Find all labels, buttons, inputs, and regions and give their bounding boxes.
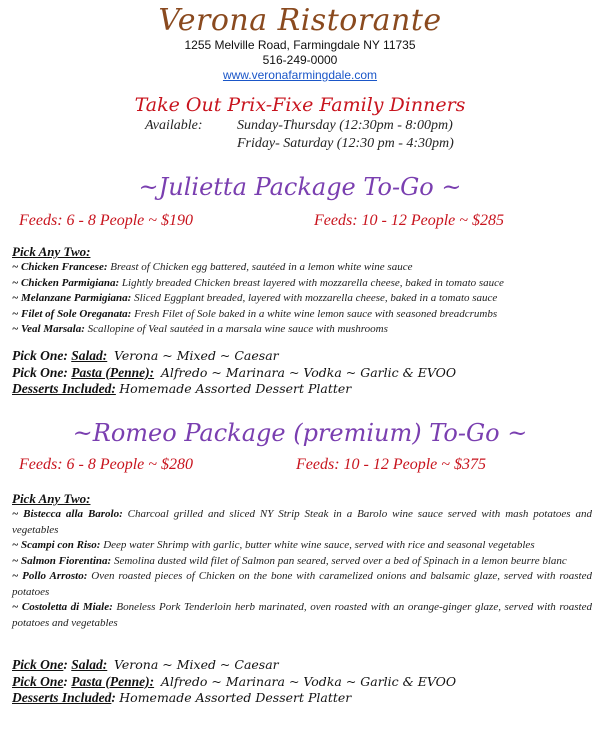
dish-name: ~ Pollo Arrosto: xyxy=(12,570,88,582)
pasta-label: Pasta (Penne): xyxy=(71,364,155,380)
phone-number: 516-249-0000 xyxy=(262,53,338,67)
salad-option xyxy=(12,348,592,365)
dish-item xyxy=(12,260,592,276)
julietta-pricing xyxy=(0,210,600,232)
pasta-option xyxy=(12,365,592,382)
dish-description: Scallopine of Veal sautéed in a marsala wine sauce with mushrooms xyxy=(84,323,388,335)
dish-name: ~ Bistecca alla Barolo: xyxy=(12,508,123,520)
pasta-choices: Alfredo ~ Marinara ~ Vodka ~ Garlic & EVOO xyxy=(160,364,457,380)
julietta-options xyxy=(0,348,600,398)
dish-name: ~ Chicken Parmigiana: xyxy=(12,276,120,289)
dish-item xyxy=(12,538,592,554)
salad-option: Pick One: Salad: Verona ~ Mixed ~ Caesar xyxy=(12,657,279,672)
dish-description: Oven roasted pieces of Chicken on the bone with caramelized onions and balsamic glaze, served with roasted potatoes xyxy=(12,570,592,598)
dish-description: Lightly breaded Chicken breast layered with mozzarella cheese, baked in tomato sauce xyxy=(119,276,504,289)
dish-name: ~ Salmon Fiorentina: xyxy=(12,554,112,567)
dish-description: Breast of Chicken egg battered, sautéed in a lemon white wine sauce xyxy=(107,261,413,273)
price-large-group: Feeds: 10 - 12 People ~ $375 xyxy=(296,456,486,473)
dish-description: Semolina dusted wild filet of Salmon pan seared, served over a bed of Spinach in a lemon beurre blanc xyxy=(111,554,567,567)
pick-one-label: Pick One: xyxy=(12,348,72,363)
julietta-package-title: ~Julietta Package To-Go ~ xyxy=(138,173,462,201)
restaurant-name: Verona Ristorante xyxy=(158,3,442,38)
dish-description: Charcoal grilled and sliced NY Strip Steak in a Barolo wine sauce served with mash potatoes and vegetables xyxy=(12,508,592,536)
dish-description: Sliced Eggplant breaded, layered with mozzarella cheese, baked in a tomato sauce xyxy=(131,292,498,304)
dish-name: ~ Scampi con Riso: xyxy=(12,539,101,551)
dish-name: ~ Veal Marsala: xyxy=(12,323,85,335)
dish-item xyxy=(12,291,592,307)
dish-item xyxy=(12,507,592,538)
romeo-options xyxy=(0,657,600,707)
pick-one-label: Pick One: xyxy=(12,364,72,380)
salad-label: Salad: xyxy=(71,657,108,672)
dish-item xyxy=(12,307,592,323)
romeo-package-title: ~Romeo Package (premium) To-Go ~ xyxy=(72,419,528,447)
website-link[interactable]: www.veronafarmingdale.com xyxy=(222,68,378,82)
available-label: Available: xyxy=(145,118,203,133)
romeo-dish-list xyxy=(0,491,600,631)
header xyxy=(0,0,600,83)
dish-name: ~ Filet of Sole Oreganata: xyxy=(12,307,132,320)
price-small-group: Feeds: 6 - 8 People ~ $190 xyxy=(19,212,193,229)
dessert-option: Desserts Included: Homemade Assorted Dessert Platter xyxy=(12,690,352,705)
dessert-label: Desserts Included: xyxy=(12,381,116,396)
dessert-value: Homemade Assorted Dessert Platter xyxy=(119,690,352,705)
salad-choices: Verona ~ Mixed ~ Caesar xyxy=(114,657,279,672)
pick-any-two-heading: Pick Any Two: xyxy=(12,491,91,506)
romeo-pricing xyxy=(0,454,600,476)
dish-description: Fresh Filet of Sole baked in a white wine lemon sauce with seasoned breadcrumbs xyxy=(131,307,498,320)
promo-title: Take Out Prix-Fixe Family Dinners xyxy=(134,94,466,116)
dish-item xyxy=(12,600,592,631)
dish-description: Boneless Pork Tenderloin herb marinated, oven roasted with an orange-ginger glaze, served with roasted potatoes and vegetables xyxy=(12,601,592,629)
dish-name: ~ Melanzane Parmigiana: xyxy=(12,292,132,304)
dish-item xyxy=(12,322,592,338)
hours-weekend: Friday- Saturday (12:30 pm - 4:30pm) xyxy=(237,136,454,151)
price-large-group: Feeds: 10 - 12 People ~ $285 xyxy=(314,212,504,229)
dish-description: Deep water Shrimp with garlic, butter white wine sauce, served with rice and seasonal vegetables xyxy=(100,539,535,551)
hours-weekday: Sunday-Thursday (12:30pm - 8:00pm) xyxy=(237,118,453,133)
dish-name: ~ Chicken Francese: xyxy=(12,261,108,273)
dish-item xyxy=(12,554,592,570)
address: 1255 Melville Road, Farmingdale NY 11735 xyxy=(184,38,416,52)
pasta-option: Pick One: Pasta (Penne): Alfredo ~ Marinara ~ Vodka ~ Garlic & EVOO xyxy=(12,673,457,689)
salad-label: Salad: xyxy=(71,348,108,363)
pick-one-label: Pick One xyxy=(12,657,64,672)
pasta-label: Pasta (Penne): xyxy=(71,673,155,689)
dish-item xyxy=(12,276,592,292)
pick-any-two-heading: Pick Any Two: xyxy=(12,244,91,259)
pasta-choices: Alfredo ~ Marinara ~ Vodka ~ Garlic & EVOO xyxy=(160,673,457,689)
dessert-label: Desserts Included xyxy=(12,690,112,705)
pick-one-label: Pick One xyxy=(12,673,64,689)
dessert-value: Homemade Assorted Dessert Platter xyxy=(119,381,352,396)
dish-item xyxy=(12,569,592,600)
dish-name: ~ Costoletta di Miale: xyxy=(12,601,113,613)
dessert-option xyxy=(12,381,592,398)
availability-hours xyxy=(145,117,455,153)
price-small-group: Feeds: 6 - 8 People ~ $280 xyxy=(19,456,193,473)
julietta-dish-list xyxy=(0,244,600,338)
salad-choices: Verona ~ Mixed ~ Caesar xyxy=(114,348,279,363)
